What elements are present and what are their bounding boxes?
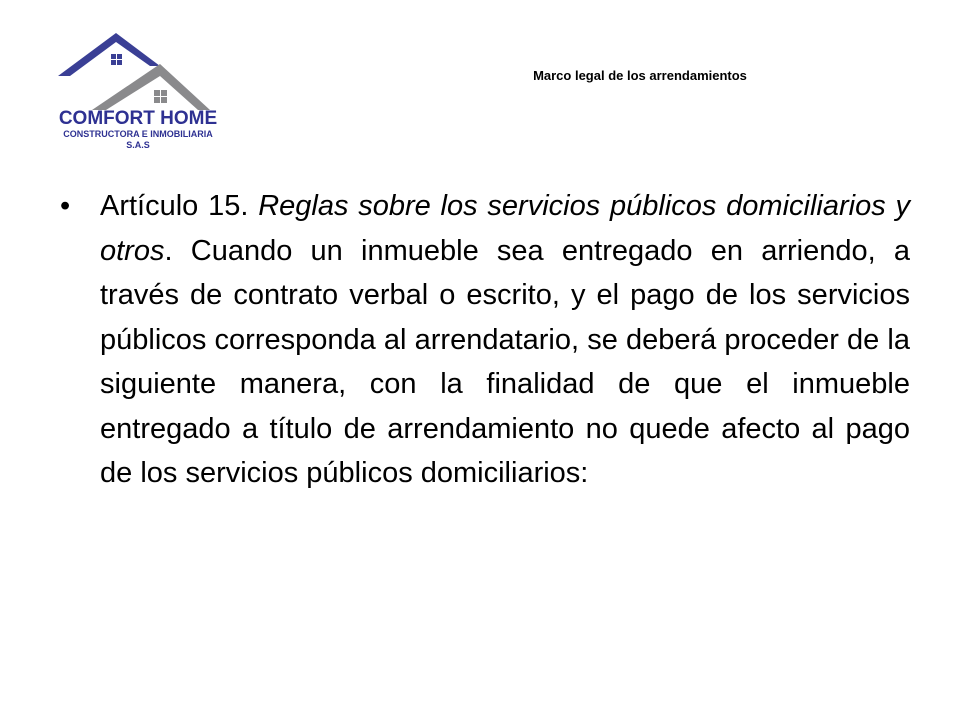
logo-brand-name: COMFORT HOME [58,108,218,129]
article-title: Reglas sobre los servicios públicos domiciliarios y otros [100,190,910,267]
logo-subtitle: CONSTRUCTORA E INMOBILIARIA [63,129,213,139]
list-item [60,184,910,496]
slide-body [60,184,910,496]
article-lead: Artículo 15. [100,190,259,222]
page-title: Marco legal de los arrendamientos [533,68,747,83]
house-roofs-icon [48,30,228,112]
bullet-icon: • [60,190,71,222]
company-logo [48,30,228,158]
bullet-text [100,190,910,489]
article-text: . Cuando un inmueble sea entregado en arriendo, a través de contrato verbal o escrito, y el pago de los servicios públicos corresponda al arrendatario, se deberá proceder de la siguiente manera, con la finalidad de que el inmueble entregado a título de arrendamiento no quede afecto al pago de los servicios públicos domiciliarios: [100,234,910,489]
logo-suffix: S.A.S [126,140,150,150]
